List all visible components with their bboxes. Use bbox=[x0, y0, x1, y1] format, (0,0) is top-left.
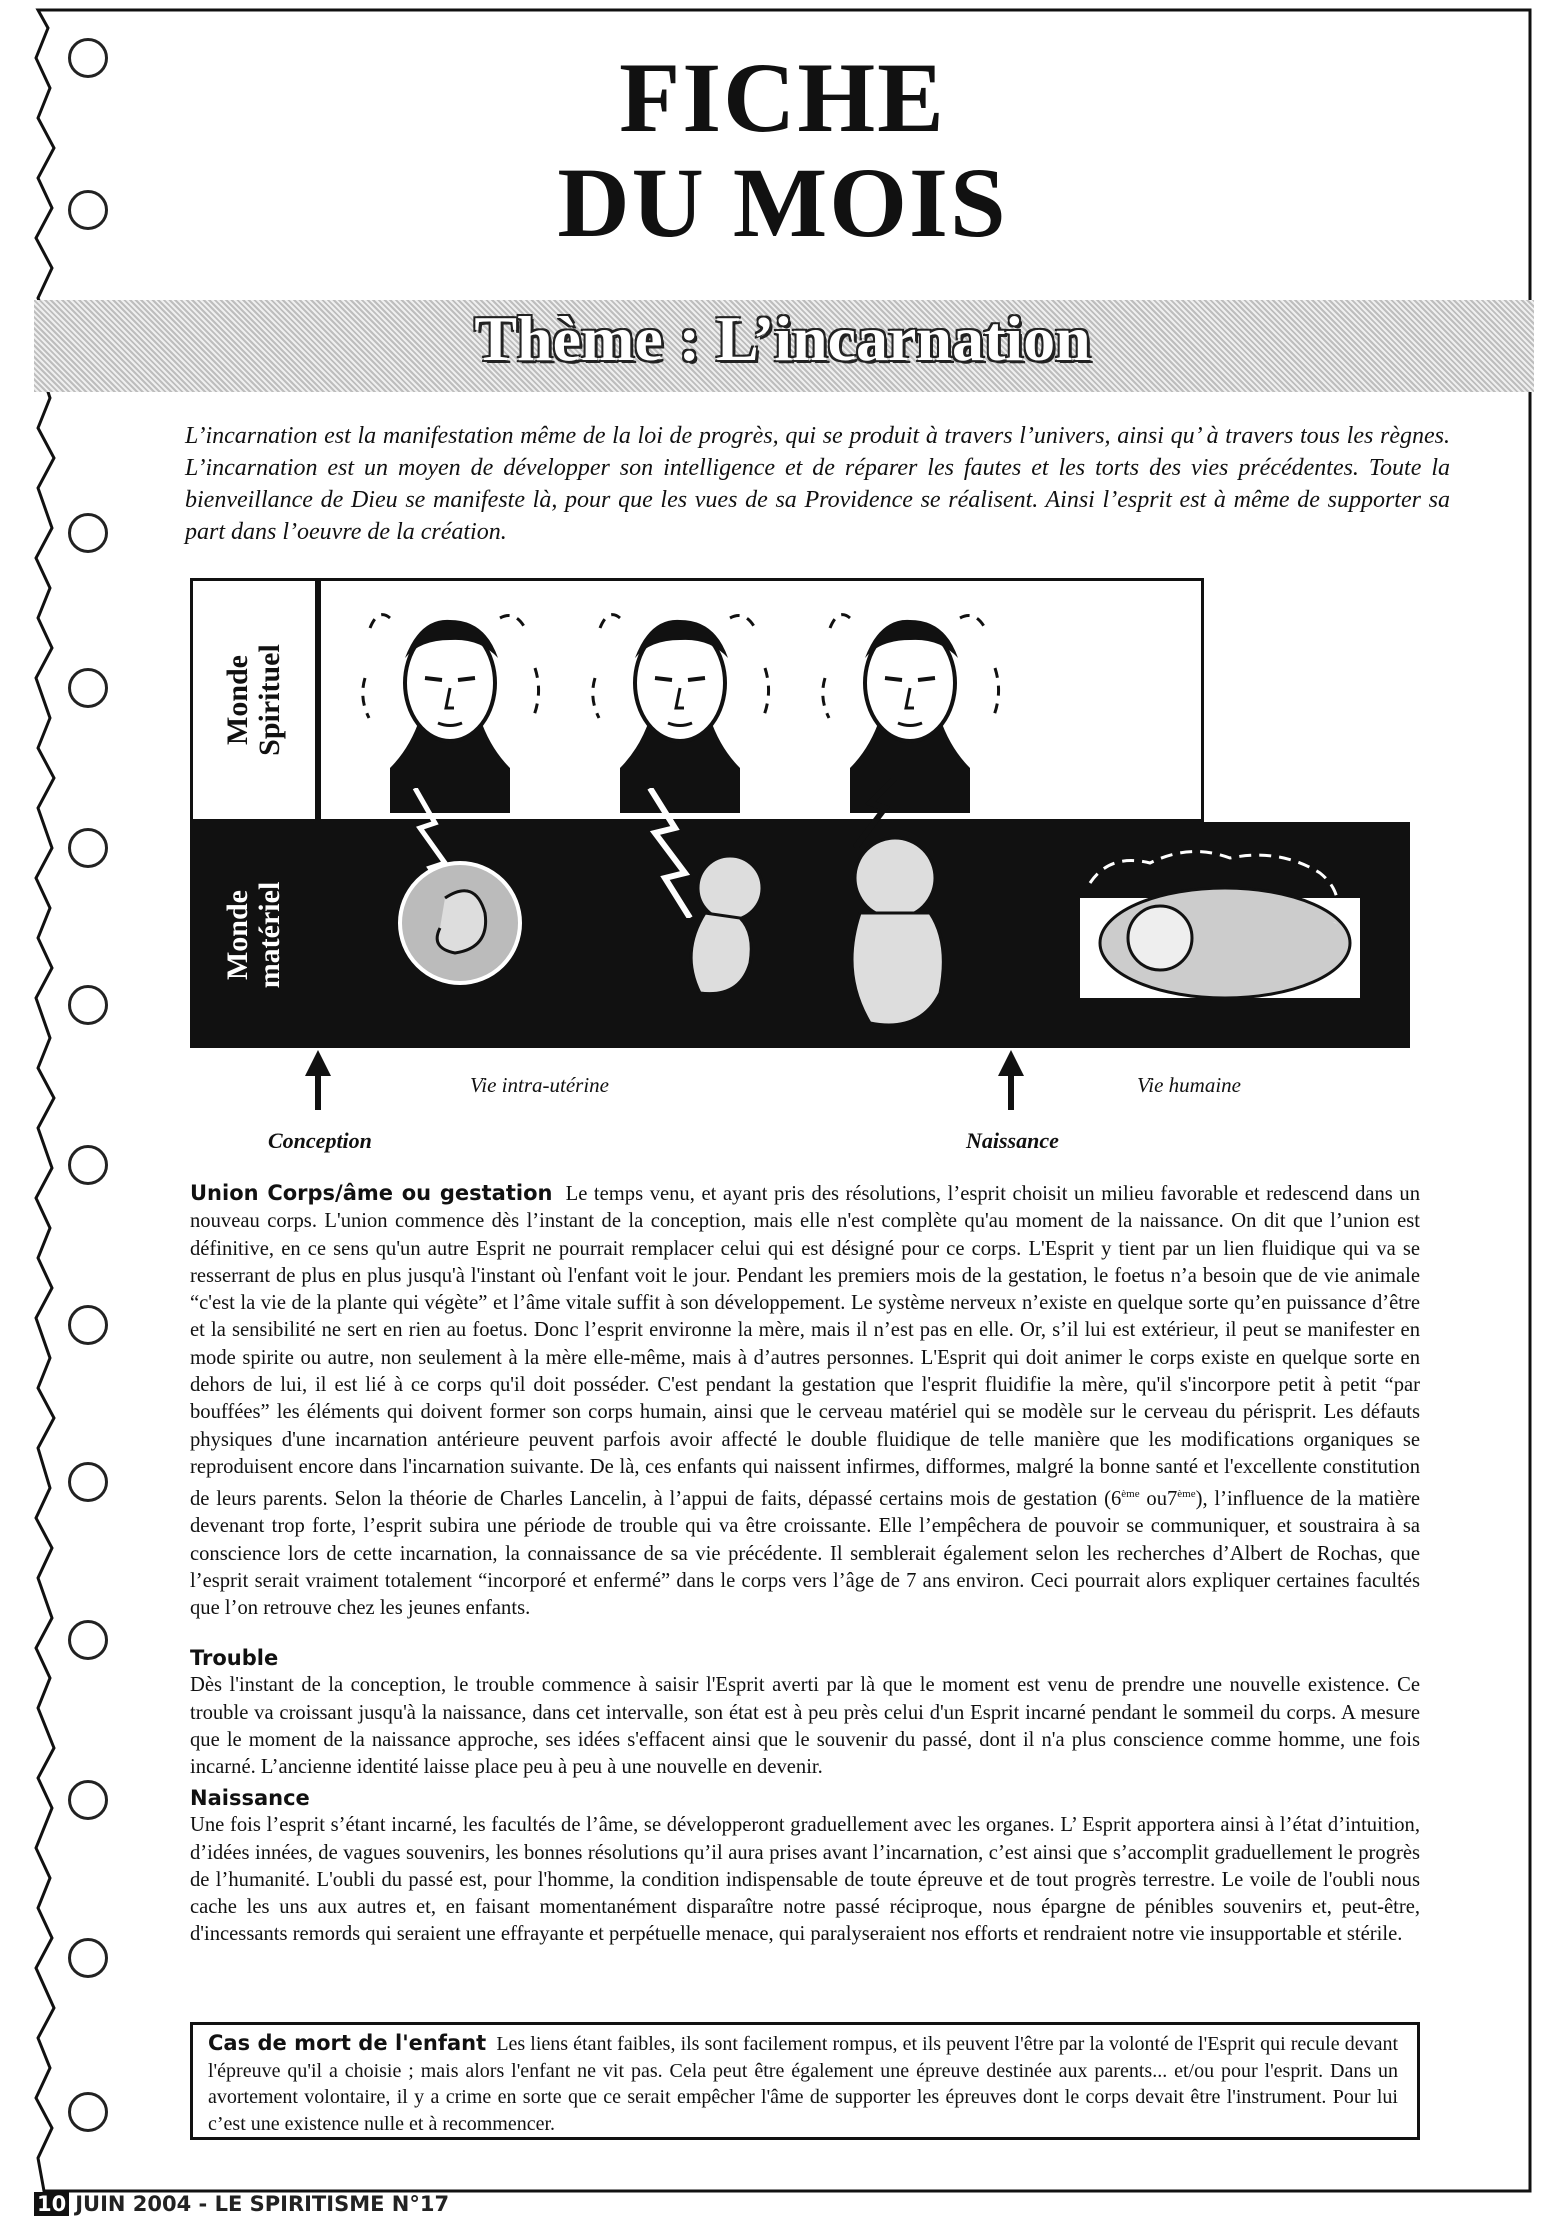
section-union bbox=[190, 1180, 1420, 1623]
page-title-line2: DU MOIS bbox=[557, 147, 1008, 258]
fetus-illustration bbox=[630, 843, 780, 1003]
conception-arrow-line bbox=[315, 1070, 321, 1110]
section-heading-cas-mort: Cas de mort de l'enfant bbox=[208, 2031, 487, 2055]
binder-hole bbox=[68, 513, 108, 553]
spirit-label-line2: Spirituel bbox=[253, 644, 286, 756]
vie-humaine-label: Vie humaine bbox=[1137, 1073, 1241, 1097]
binder-hole bbox=[68, 1145, 108, 1185]
material-world-label-box bbox=[190, 822, 318, 1048]
section-naissance bbox=[190, 1785, 1420, 1949]
embryo-illustration bbox=[395, 858, 525, 988]
binder-hole bbox=[68, 1305, 108, 1345]
naissance-arrow-line bbox=[1008, 1070, 1014, 1110]
section-text-union-cont: ), l’influence de la matière devenant trop forte, l’esprit subira une période de trouble qui va être croissante. Elle l’empêchera de pouvoir se communiquer, et soustraira à sa conscience lors de cette incarnation, la connaissance de sa vie précédente. Il semblerait également selon les recherches d’Albert de Rochas, que l’esprit serait vraiment totalement “incorporé et enfermé” dans le corps vers l’âge de 7 ans environ. Ceci pourrait alors expliquer certaines facultés que l’on retrouve chez les jeunes enfants. bbox=[190, 1488, 1421, 1620]
section-text-trouble: Dès l'instant de la conception, le trouble commence à saisir l'Esprit averti par là que le moment est venu de prendre une nouvelle existence. Ce trouble va croissant jusqu'à la naissance, dans cet intervalle, son état est à peu près celui d'un Esprit incarné pendant le sommeil du corps. A mesure que le moment de la naissance approche, ses idées s'effacent ainsi que le souvenir du passé, dont il n'a plus conscience comme homme, une fois incarné. L’ancienne identité laisse place peu à peu à une nouvelle en devenir. bbox=[190, 1674, 1420, 1779]
section-text-union-mid: ou7 bbox=[1139, 1488, 1178, 1511]
page-number: 10 bbox=[34, 2192, 69, 2216]
fetus-illustration bbox=[830, 833, 960, 1033]
section-text-union: Le temps venu, et ayant pris des résolutions, l’esprit choisit un milieu favorable et redescend dans un nouveau corps. L'union commence dès l’instant de la conception, mais elle n'est complète qu'au moment de la naissance. On dit que l’union est définitive, en ce sens qu'un autre Esprit ne pourrait remplacer celui qui est désigné pour ce corps. L'Esprit y tient par un lien fluidique qui va se resserrant de plus en plus jusqu'à l'instant où l'enfant voit le jour. Pendant les premiers mois de la gestation, le foetus n’a besoin que de vie animale “c'est la vie de la plante qui végète” et l’âme vitale suffit à son développement. Le système nerveux n’existe en quelque sorte qu’en puissance d’être et la sensibilité ne sert en rien au foetus. Donc l’esprit environne la mère, mais il n’est pas en elle. Or, s’il lui est extérieur, il peut se manifester en mode spirite ou autre, non seulement à la mère elle-même, mais à d’autres personnes. L'Esprit qui doit animer le corps existe en quelque sorte en dehors de lui, il est lié à ce corps qu'il doit posséder. C'est pendant la gestation que l'esprit fluidifie la mère, qu'il s'incorpore petit à petit “par bouffées” les éléments qui doivent former son corps humain, ainsi que le cerveau matériel qui se modèle sur le cerveau du périsprit. Les défauts physiques d'une incarnation antérieure peuvent parfois avoir affecté le double fluidique de telle manière que les modifications organiques se reproduisent encore dans l'incarnation suivante. De là, ces enfants qui naissent infirmes, difformes, malgré la bonne santé et l'excellente constitution de leurs parents. Selon la théorie de Charles Lancelin, à l’appui de faits, dépassé certains mois de gestation (6 bbox=[190, 1183, 1420, 1511]
sleeping-baby-illustration bbox=[1075, 843, 1365, 1023]
section-heading-union: Union Corps/âme ou gestation bbox=[190, 1181, 553, 1205]
binder-hole bbox=[68, 1462, 108, 1502]
spirit-world-label-box bbox=[190, 578, 318, 822]
spirit-label-line1: Monde bbox=[221, 655, 254, 745]
binder-hole bbox=[68, 985, 108, 1025]
conception-label: Conception bbox=[268, 1128, 372, 1153]
conception-arrow-icon bbox=[305, 1050, 331, 1076]
naissance-arrow-icon bbox=[998, 1050, 1024, 1076]
section-text-cas-mort: Les liens étant faibles, ils sont facilement rompus, et ils peuvent l'être par la volonté de l'Esprit qui recule devant l'épreuve qu'il a choisie ; mais alors l'enfant ne vit pas. Cela peut être également une épreuve destinée aux parents... et/ou pour l'esprit. Dans un avortement volontaire, il y a crime en sorte que ce serait empêcher l'âme de supporter les épreuves dont le corps devait être l'instrument. Pour lui c’est une existence nulle et à recommencer. bbox=[208, 2033, 1399, 2135]
intro-paragraph: L’incarnation est la manifestation même de la loi de progrès, qui se produit à travers l’univers, ainsi qu’ à travers tous les règnes. L’incarnation est un moyen de développer son intelligence et de réparer les fautes et les torts des vies précédentes. Toute la bienveillance de Dieu se manifeste là, pour que les vues de sa Providence se réalisent. Ainsi l’esprit est à même de supporter sa part dans l’oeuvre de la création. bbox=[185, 423, 1450, 545]
theme-heading: Thème : L’incarnation bbox=[474, 303, 1091, 374]
binder-hole bbox=[68, 2092, 108, 2132]
material-world-label bbox=[222, 882, 286, 989]
binder-hole bbox=[68, 1620, 108, 1660]
spirit-head-illustration bbox=[810, 598, 1010, 813]
binder-hole bbox=[68, 668, 108, 708]
incarnation-diagram bbox=[190, 578, 1410, 1048]
vie-intra-uterine-label: Vie intra-utérine bbox=[470, 1073, 609, 1097]
matter-label-line1: Monde bbox=[221, 890, 254, 981]
binder-hole bbox=[68, 1938, 108, 1978]
section-heading-trouble: Trouble bbox=[190, 1646, 279, 1670]
binder-hole bbox=[68, 828, 108, 868]
binder-hole bbox=[68, 1780, 108, 1820]
naissance-label: Naissance bbox=[966, 1128, 1059, 1153]
spirit-head-illustration bbox=[350, 598, 550, 813]
cas-mort-box bbox=[190, 2022, 1420, 2140]
section-cas-mort bbox=[208, 2030, 1398, 2137]
page-title-line1: FICHE bbox=[619, 42, 946, 153]
footer-text: JUIN 2004 - LE SPIRITISME N°17 bbox=[75, 2192, 450, 2216]
section-heading-naissance: Naissance bbox=[190, 1786, 310, 1810]
superscript: ème bbox=[1177, 1488, 1196, 1501]
matter-label-line2: matériel bbox=[253, 881, 286, 989]
section-text-naissance: Une fois l’esprit s’étant incarné, les facultés de l’âme, se développeront graduellement avec les organes. L’ Esprit apportera ainsi à l’état d’intuition, d’idées innées, de vagues souvenirs, les bonnes résolutions qu’il aura prises avant l’incarnation, c’est ainsi que s’accomplit graduellement le progrès de l’humanité. L'oubli du passé est, pour l'homme, la condition indispensable de toute épreuve et de tout progrès terrestre. Le voile de l'oubli nous cache les uns aux autres et, en faisant momentanément disparaître notre passé réciproque, nous épargne de pénibles souvenirs et, peut-être, d'incessants remords qui seraient une effrayante et perpétuelle menace, qui paralyseraient nos efforts et rendraient notre vie insupportable et stérile. bbox=[190, 1814, 1420, 1946]
page-footer bbox=[34, 2192, 449, 2216]
spirit-head-illustration bbox=[580, 598, 780, 813]
section-trouble bbox=[190, 1645, 1420, 1781]
superscript: ème bbox=[1121, 1488, 1140, 1501]
spirit-world-label bbox=[222, 644, 286, 756]
